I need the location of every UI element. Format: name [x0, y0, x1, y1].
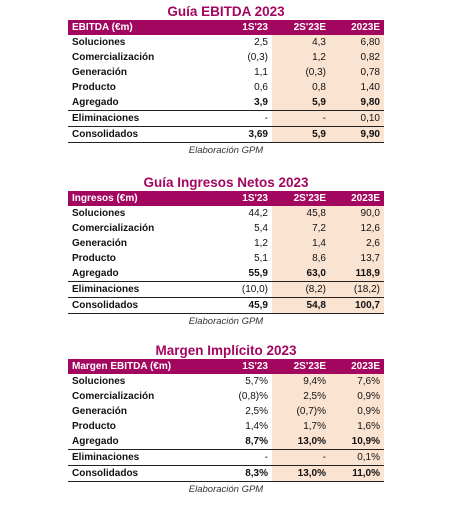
cell-value: 1,40 [330, 80, 384, 95]
cell-value: 8,6 [272, 251, 330, 266]
cell-value: 0,82 [330, 50, 384, 65]
cell-value: - [217, 450, 272, 466]
row-label: Soluciones [72, 376, 126, 387]
cell-value: (0,3) [272, 65, 330, 80]
cell-value: (0,3) [217, 50, 272, 65]
cell-value: 45,8 [272, 206, 330, 221]
cell-value: (8,2) [272, 282, 330, 298]
table-title: Guía EBITDA 2023 [167, 4, 285, 19]
cell-value: 10,9% [330, 434, 384, 450]
cell-value: 5,1 [217, 251, 272, 266]
cell-value: 90,0 [330, 206, 384, 221]
row-label: Generación [72, 406, 128, 417]
cell-value: 12,6 [330, 221, 384, 236]
table-row [68, 95, 384, 111]
revenue-guide-section [68, 175, 384, 329]
row-label: Comercialización [72, 52, 155, 63]
cell-value: 0,78 [330, 65, 384, 80]
column-header: 1S'23 [217, 191, 272, 206]
row-label: Consolidados [68, 466, 217, 482]
ebitda-guide-section [68, 4, 384, 158]
table-row [68, 434, 384, 450]
cell-value: 13,0% [272, 434, 330, 450]
table-row [68, 35, 384, 50]
table-row [68, 298, 384, 314]
cell-value: 63,0 [272, 266, 330, 282]
cell-value: 5,4 [217, 221, 272, 236]
cell-value: 8,7% [217, 434, 272, 450]
cell-value: (0,7)% [272, 404, 330, 419]
table-row [68, 404, 384, 419]
column-header: 2S'23E [272, 359, 330, 374]
cell-value: 0,1% [330, 450, 384, 466]
table-row [68, 221, 384, 236]
cell-value: 3,9 [217, 95, 272, 111]
column-header: EBITDA (€m) [68, 20, 217, 35]
table-row [68, 127, 384, 143]
cell-value: 4,3 [272, 35, 330, 50]
table-caption: Elaboración GPM [188, 316, 264, 327]
row-label: Consolidados [68, 298, 217, 314]
table-row [68, 282, 384, 298]
implied-margin-section [68, 343, 384, 497]
row-label: Producto [72, 253, 116, 264]
ebitda-table [68, 20, 384, 143]
cell-value: - [217, 111, 272, 127]
cell-value: (0,8)% [217, 389, 272, 404]
cell-value: 11,0% [330, 466, 384, 482]
table-row [68, 450, 384, 466]
cell-value: 118,9 [330, 266, 384, 282]
cell-value: 1,1 [217, 65, 272, 80]
cell-value: - [272, 111, 330, 127]
column-header: 1S'23 [217, 20, 272, 35]
cell-value: 2,5 [217, 35, 272, 50]
cell-value: 7,2 [272, 221, 330, 236]
table-row [68, 374, 384, 389]
table-title: Guía Ingresos Netos 2023 [143, 175, 309, 190]
cell-value: (10,0) [217, 282, 272, 298]
row-label: Eliminaciones [68, 450, 217, 466]
cell-value: (18,2) [330, 282, 384, 298]
table-row [68, 50, 384, 65]
row-label: Producto [72, 82, 116, 93]
cell-value: 6,80 [330, 35, 384, 50]
cell-value: 7,6% [330, 374, 384, 389]
column-header: 2023E [330, 359, 384, 374]
cell-value: 1,4% [217, 419, 272, 434]
cell-value: 3,69 [217, 127, 272, 143]
cell-value: 0,6 [217, 80, 272, 95]
table-row [68, 236, 384, 251]
cell-value: 2,5% [217, 404, 272, 419]
table-title: Margen Implícito 2023 [155, 343, 297, 358]
cell-value: 1,2 [272, 50, 330, 65]
cell-value: 9,90 [330, 127, 384, 143]
cell-value: 13,7 [330, 251, 384, 266]
cell-value: 100,7 [330, 298, 384, 314]
cell-value: 2,5% [272, 389, 330, 404]
cell-value: - [272, 450, 330, 466]
cell-value: 1,2 [217, 236, 272, 251]
cell-value: 13,0% [272, 466, 330, 482]
cell-value: 0,9% [330, 404, 384, 419]
row-label: Generación [72, 67, 128, 78]
row-label: Agregado [72, 436, 119, 447]
table-row [68, 65, 384, 80]
column-header: 2S'23E [272, 191, 330, 206]
cell-value: 54,8 [272, 298, 330, 314]
cell-value: 5,7% [217, 374, 272, 389]
cell-value: 0,10 [330, 111, 384, 127]
cell-value: 55,9 [217, 266, 272, 282]
table-row [68, 80, 384, 95]
table-caption: Elaboración GPM [188, 484, 264, 495]
cell-value: 1,6% [330, 419, 384, 434]
cell-value: 1,4 [272, 236, 330, 251]
row-label: Eliminaciones [68, 111, 217, 127]
column-header: Margen EBITDA (€m) [68, 359, 217, 374]
cell-value: 44,2 [217, 206, 272, 221]
revenue-table [68, 191, 384, 314]
row-label: Eliminaciones [68, 282, 217, 298]
row-label: Soluciones [72, 208, 126, 219]
cell-value: 8,3% [217, 466, 272, 482]
row-label: Comercialización [72, 391, 155, 402]
column-header: 2023E [330, 20, 384, 35]
margin-table [68, 359, 384, 482]
table-row [68, 266, 384, 282]
table-header-row [68, 359, 384, 374]
table-row [68, 251, 384, 266]
row-label: Comercialización [72, 223, 155, 234]
table-row [68, 419, 384, 434]
table-header-row [68, 191, 384, 206]
row-label: Agregado [72, 97, 119, 108]
column-header: 2023E [330, 191, 384, 206]
column-header: Ingresos (€m) [68, 191, 217, 206]
cell-value: 5,9 [272, 127, 330, 143]
cell-value: 9,80 [330, 95, 384, 111]
table-row [68, 206, 384, 221]
table-row [68, 111, 384, 127]
cell-value: 45,9 [217, 298, 272, 314]
cell-value: 5,9 [272, 95, 330, 111]
cell-value: 2,6 [330, 236, 384, 251]
table-row [68, 389, 384, 404]
table-row [68, 466, 384, 482]
row-label: Consolidados [68, 127, 217, 143]
row-label: Agregado [72, 268, 119, 279]
row-label: Generación [72, 238, 128, 249]
row-label: Producto [72, 421, 116, 432]
cell-value: 0,9% [330, 389, 384, 404]
column-header: 1S'23 [217, 359, 272, 374]
cell-value: 9,4% [272, 374, 330, 389]
row-label: Soluciones [72, 37, 126, 48]
cell-value: 1,7% [272, 419, 330, 434]
cell-value: 0,8 [272, 80, 330, 95]
column-header: 2S'23E [272, 20, 330, 35]
table-header-row [68, 20, 384, 35]
table-caption: Elaboración GPM [188, 145, 264, 156]
